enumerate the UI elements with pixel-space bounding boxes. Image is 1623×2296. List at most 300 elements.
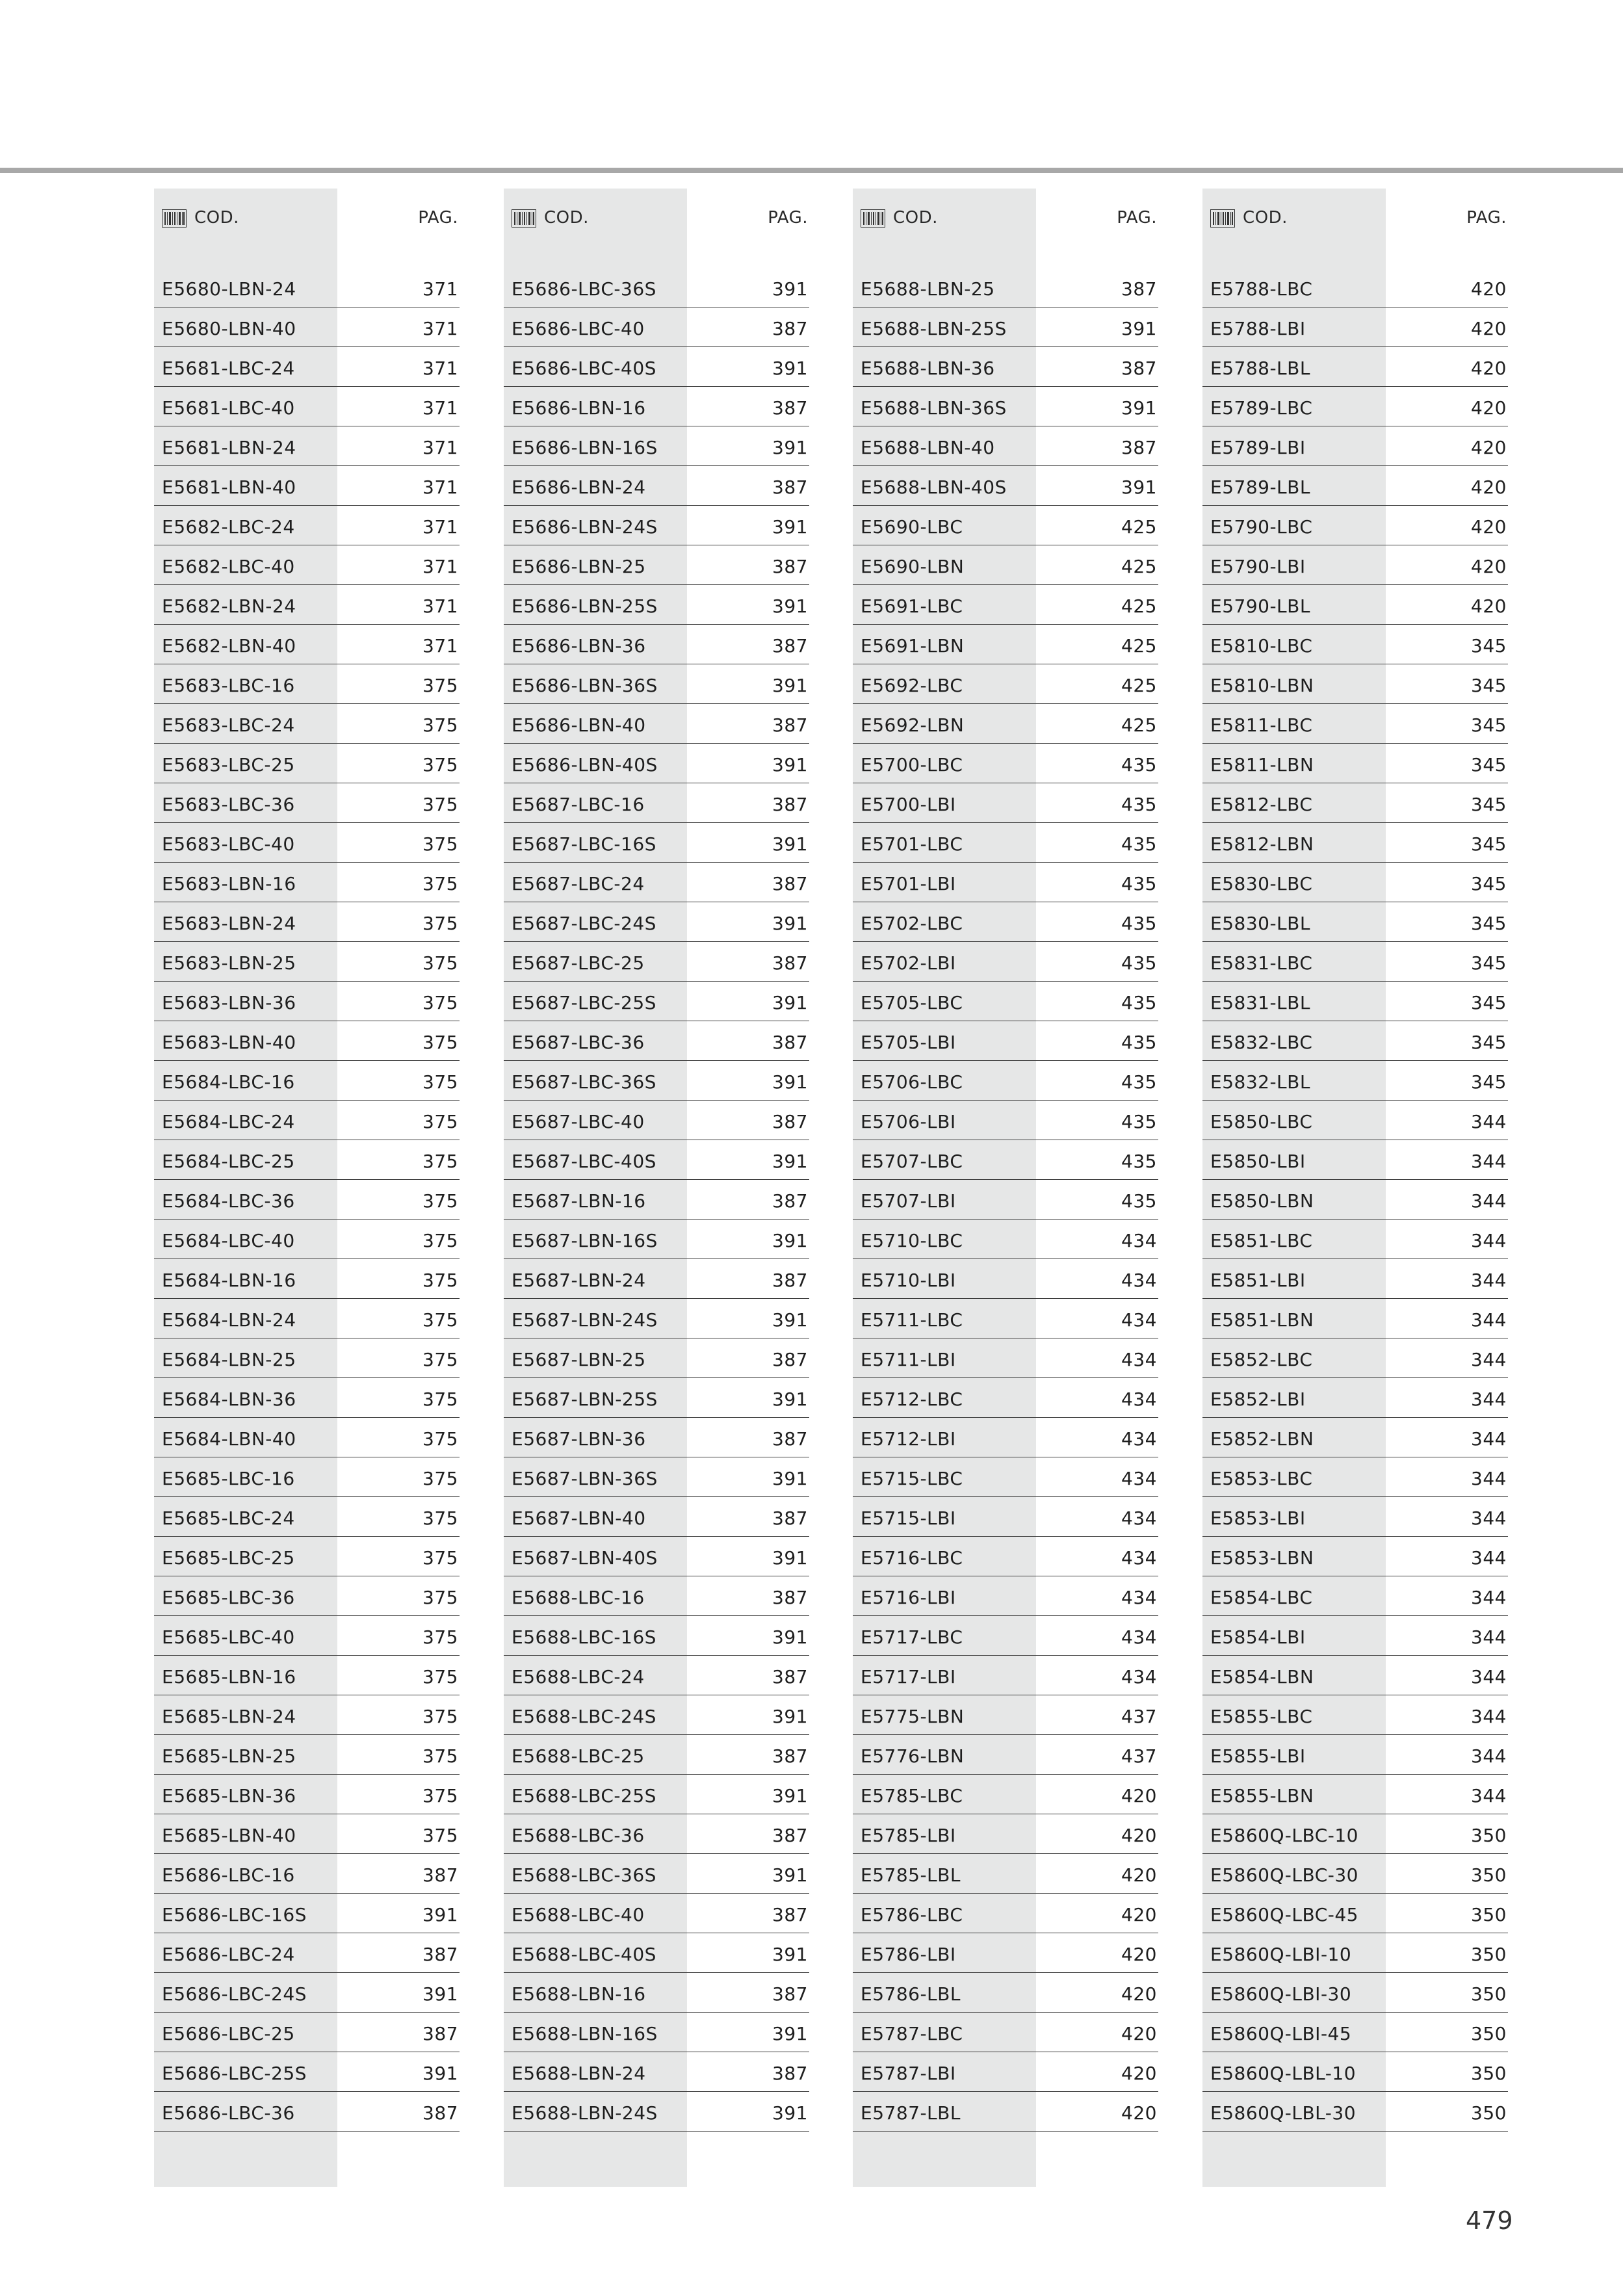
index-row [1202,1457,1508,1497]
page-ref: 375 [422,1349,458,1370]
page-ref: 391 [772,2023,808,2044]
page-ref: 344 [1471,1349,1507,1370]
index-row [154,506,460,545]
product-code: E5683-LBN-40 [162,1032,296,1053]
page-ref: 425 [1121,635,1157,657]
page-ref: 420 [1471,556,1507,577]
index-row [504,1220,809,1259]
index-row [1202,1021,1508,1061]
product-code: E5855-LBN [1210,1785,1314,1807]
index-row [1202,347,1508,387]
index-row [504,1021,809,1061]
page-ref: 375 [422,1745,458,1767]
index-row [154,744,460,783]
page-ref: 345 [1471,913,1507,934]
index-row [154,863,460,902]
index-row [504,625,809,664]
page-ref: 371 [422,635,458,657]
index-row [1202,1814,1508,1854]
page-ref: 387 [772,556,808,577]
product-code: E5812-LBN [1210,833,1314,855]
page-ref: 344 [1471,1785,1507,1807]
product-code: E5681-LBC-24 [162,358,295,379]
index-column-4 [1202,189,1508,2132]
index-row [504,1576,809,1616]
index-rows [154,268,460,2132]
index-row [504,585,809,625]
product-code: E5710-LBC [861,1230,963,1251]
product-code: E5684-LBN-24 [162,1309,296,1331]
product-code: E5788-LBI [1210,318,1306,339]
product-code: E5812-LBC [1210,794,1313,815]
page-ref: 344 [1471,1190,1507,1212]
product-code: E5715-LBI [861,1507,956,1529]
index-row [154,1140,460,1180]
index-row [853,1973,1158,2013]
index-row [504,1973,809,2013]
product-code: E5686-LBC-40 [512,318,645,339]
product-code: E5681-LBN-40 [162,476,296,498]
index-column-3 [853,189,1158,2132]
index-row [504,1338,809,1378]
page-ref: 420 [1121,1825,1157,1846]
index-row [504,307,809,347]
page-ref: 387 [772,476,808,498]
page-ref: 344 [1471,1706,1507,1727]
index-row [154,1061,460,1101]
index-row [1202,387,1508,426]
page-ref: 387 [772,714,808,736]
index-row [853,664,1158,704]
product-code: E5860Q-LBI-45 [1210,2023,1352,2044]
page-ref: 350 [1471,2063,1507,2084]
page-ref: 391 [422,2063,458,2084]
page-ref: 391 [772,516,808,538]
product-code: E5684-LBC-16 [162,1071,295,1093]
index-row [853,1854,1158,1894]
page-ref: 345 [1471,714,1507,736]
index-row [1202,1180,1508,1220]
product-code: E5687-LBC-40S [512,1151,656,1172]
index-row [504,783,809,823]
index-rows [1202,268,1508,2132]
index-row [853,783,1158,823]
page-ref: 420 [1121,2102,1157,2124]
page-ref: 375 [422,1706,458,1727]
product-code: E5854-LBI [1210,1626,1306,1648]
index-row [154,902,460,942]
page-ref: 434 [1121,1626,1157,1648]
index-row [1202,1933,1508,1973]
index-row [154,942,460,982]
product-code: E5680-LBN-40 [162,318,296,339]
index-row [853,506,1158,545]
product-code: E5707-LBC [861,1151,963,1172]
product-code: E5685-LBN-24 [162,1706,296,1727]
index-row [154,1418,460,1457]
product-code: E5688-LBC-36 [512,1825,645,1846]
index-row [504,2052,809,2092]
page-ref: 435 [1121,1071,1157,1093]
page-ref: 375 [422,873,458,894]
product-code: E5686-LBN-24 [512,476,646,498]
index-row [853,1299,1158,1338]
product-code: E5776-LBN [861,1745,965,1767]
page-ref: 345 [1471,952,1507,974]
product-code: E5686-LBC-40S [512,358,656,379]
index-row [154,1537,460,1576]
index-rows [853,268,1158,2132]
index-row [504,1616,809,1656]
page-ref: 345 [1471,1071,1507,1093]
page-ref: 391 [772,913,808,934]
product-code: E5830-LBC [1210,873,1313,894]
page-ref: 344 [1471,1745,1507,1767]
product-code: E5705-LBI [861,1032,956,1053]
page-ref: 434 [1121,1587,1157,1608]
product-code: E5785-LBC [861,1785,963,1807]
product-code: E5785-LBL [861,1864,961,1886]
index-row [504,1140,809,1180]
product-code: E5688-LBC-16S [512,1626,656,1648]
index-row [504,823,809,863]
index-row [154,426,460,466]
index-row [154,307,460,347]
product-code: E5706-LBI [861,1111,956,1132]
index-row [853,545,1158,585]
product-code: E5787-LBL [861,2102,961,2124]
index-row [1202,2052,1508,2092]
page-ref: 371 [422,278,458,300]
index-row [853,1814,1158,1854]
product-code: E5785-LBI [861,1825,956,1846]
product-code: E5688-LBC-16 [512,1587,645,1608]
page-ref: 391 [772,358,808,379]
page-ref: 434 [1121,1270,1157,1291]
index-row [154,1973,460,2013]
page-ref: 344 [1471,1230,1507,1251]
product-code: E5686-LBN-36 [512,635,646,657]
page-ref: 391 [1121,397,1157,419]
product-code: E5688-LBC-25S [512,1785,656,1807]
product-code: E5684-LBN-36 [162,1389,296,1410]
page-ref: 375 [422,1190,458,1212]
product-code: E5711-LBC [861,1309,963,1331]
product-code: E5684-LBC-24 [162,1111,295,1132]
page-ref: 435 [1121,992,1157,1013]
product-code: E5685-LBN-25 [162,1745,296,1767]
index-row [853,2013,1158,2052]
page-ref: 344 [1471,1428,1507,1450]
index-row [154,1775,460,1814]
product-code: E5700-LBI [861,794,956,815]
page-ref: 375 [422,1111,458,1132]
product-code: E5685-LBC-24 [162,1507,295,1529]
page-ref: 345 [1471,873,1507,894]
product-code: E5683-LBN-25 [162,952,296,974]
page-ref: 387 [772,1745,808,1767]
product-code: E5787-LBI [861,2063,956,2084]
product-code: E5706-LBC [861,1071,963,1093]
index-row [1202,664,1508,704]
index-row [154,1814,460,1854]
index-row [1202,1338,1508,1378]
product-code: E5683-LBC-40 [162,833,295,855]
index-row [154,704,460,744]
product-code: E5810-LBC [1210,635,1313,657]
index-column-2 [504,189,809,2132]
index-row [504,545,809,585]
product-code: E5683-LBC-25 [162,754,295,776]
page-ref: 345 [1471,794,1507,815]
product-code: E5682-LBN-24 [162,595,296,617]
index-row [1202,1854,1508,1894]
product-code: E5686-LBC-24 [162,1944,295,1965]
page-ref: 420 [1471,595,1507,617]
product-code: E5688-LBC-24S [512,1706,656,1727]
product-code: E5687-LBN-24S [512,1309,658,1331]
product-code: E5682-LBC-40 [162,556,295,577]
product-code: E5688-LBN-25S [861,318,1007,339]
product-code: E5860Q-LBC-30 [1210,1864,1358,1886]
product-code: E5688-LBN-16 [512,1983,646,2005]
index-row [853,1576,1158,1616]
index-row [853,1220,1158,1259]
page-number: 479 [1466,2206,1513,2235]
index-row [154,1021,460,1061]
index-row [504,942,809,982]
product-code: E5712-LBC [861,1389,963,1410]
page-ref: 375 [422,1785,458,1807]
product-code: E5685-LBC-16 [162,1468,295,1489]
index-row [154,2013,460,2052]
index-row [1202,426,1508,466]
page-ref: 420 [1471,476,1507,498]
index-row [1202,1656,1508,1695]
page-ref: 344 [1471,1507,1507,1529]
page-ref: 387 [772,1904,808,1925]
index-row [504,664,809,704]
index-row [853,744,1158,783]
page-ref: 375 [422,1151,458,1172]
product-code: E5686-LBC-36 [162,2102,295,2124]
product-code: E5832-LBL [1210,1071,1310,1093]
page-ref: 387 [1121,358,1157,379]
index-row [504,1259,809,1299]
index-row [853,1180,1158,1220]
page-ref: 391 [772,437,808,458]
index-row [504,1457,809,1497]
index-row [853,1656,1158,1695]
index-row [853,1537,1158,1576]
page-ref: 434 [1121,1428,1157,1450]
page-ref: 375 [422,952,458,974]
product-code: E5688-LBC-36S [512,1864,656,1886]
index-row [504,1061,809,1101]
page-ref: 391 [772,2102,808,2124]
index-column-1 [154,189,460,2132]
index-row [504,1695,809,1735]
product-code: E5688-LBN-36S [861,397,1007,419]
product-code: E5687-LBN-36S [512,1468,658,1489]
page-ref: 391 [772,1468,808,1489]
page-ref: 375 [422,1507,458,1529]
page-ref: 375 [422,1547,458,1569]
page-ref: 350 [1471,1944,1507,1965]
product-code: E5852-LBC [1210,1349,1313,1370]
index-row [1202,1735,1508,1775]
column-header [1202,189,1508,268]
product-code: E5811-LBC [1210,714,1313,736]
index-row [1202,585,1508,625]
index-row [504,1101,809,1140]
page-ref: 344 [1471,1587,1507,1608]
product-code: E5687-LBN-25S [512,1389,658,1410]
page-ref: 434 [1121,1349,1157,1370]
product-code: E5789-LBC [1210,397,1313,419]
index-row [1202,625,1508,664]
product-code: E5687-LBN-16 [512,1190,646,1212]
index-row [1202,783,1508,823]
index-row [853,2052,1158,2092]
page-ref: 387 [772,952,808,974]
page-ref: 345 [1471,675,1507,696]
index-row [853,1140,1158,1180]
page-ref: 420 [1471,437,1507,458]
index-row [154,783,460,823]
product-code: E5717-LBI [861,1666,956,1688]
product-code: E5691-LBN [861,635,965,657]
index-row [1202,1259,1508,1299]
product-code: E5686-LBC-16 [162,1864,295,1886]
product-code: E5685-LBC-40 [162,1626,295,1648]
column-header [154,189,460,268]
product-code: E5688-LBN-16S [512,2023,658,2044]
index-row [504,902,809,942]
page-ref: 420 [1471,516,1507,538]
index-row [504,506,809,545]
page-ref: 375 [422,1230,458,1251]
index-row [504,1894,809,1933]
index-row [154,1735,460,1775]
index-row [853,1616,1158,1656]
index-row [504,982,809,1021]
index-row [504,1735,809,1775]
product-code: E5854-LBN [1210,1666,1314,1688]
product-code: E5790-LBI [1210,556,1306,577]
product-code: E5685-LBC-25 [162,1547,295,1569]
index-row [504,1656,809,1695]
page-ref: 434 [1121,1230,1157,1251]
product-code: E5686-LBC-25 [162,2023,295,2044]
index-row [1202,1973,1508,2013]
barcode-icon [512,209,536,228]
product-code: E5686-LBN-16S [512,437,658,458]
product-code: E5687-LBC-40 [512,1111,645,1132]
product-code: E5855-LBC [1210,1706,1313,1727]
product-code: E5788-LBC [1210,278,1313,300]
index-row [1202,1616,1508,1656]
product-code: E5685-LBN-40 [162,1825,296,1846]
page-ref: 371 [422,397,458,419]
product-code: E5831-LBL [1210,992,1310,1013]
page-ref: 425 [1121,556,1157,577]
index-row [154,2052,460,2092]
page-ref: 420 [1121,1944,1157,1965]
index-row [154,1180,460,1220]
index-row [853,1894,1158,1933]
page-ref: 391 [772,278,808,300]
product-code: E5853-LBC [1210,1468,1313,1489]
index-row [1202,1140,1508,1180]
index-row [1202,1894,1508,1933]
page-ref: 435 [1121,873,1157,894]
product-code: E5850-LBN [1210,1190,1314,1212]
index-row [1202,1497,1508,1537]
index-row [853,466,1158,506]
product-code: E5688-LBC-40S [512,1944,656,1965]
index-row [154,1378,460,1418]
product-code: E5687-LBC-16 [512,794,645,815]
index-row [853,902,1158,942]
index-row [1202,982,1508,1021]
product-code: E5682-LBN-40 [162,635,296,657]
product-code: E5684-LBN-16 [162,1270,296,1291]
product-code: E5831-LBC [1210,952,1313,974]
page-ref: 420 [1471,358,1507,379]
product-code: E5790-LBC [1210,516,1313,538]
page-ref: 420 [1471,278,1507,300]
page-ref: 375 [422,794,458,815]
product-code: E5701-LBI [861,873,956,894]
page-ref: 391 [422,1904,458,1925]
product-code: E5711-LBI [861,1349,956,1370]
product-code: E5790-LBL [1210,595,1310,617]
page-ref: 375 [422,1626,458,1648]
page-ref: 387 [422,2023,458,2044]
column-header [504,189,809,268]
page-ref: 387 [1121,278,1157,300]
page-ref: 375 [422,1825,458,1846]
page-ref: 435 [1121,1111,1157,1132]
product-code: E5851-LBI [1210,1270,1306,1291]
product-code: E5811-LBN [1210,754,1314,776]
product-code: E5715-LBC [861,1468,963,1489]
page-ref: 371 [422,595,458,617]
product-code: E5688-LBN-24S [512,2102,658,2124]
page-ref: 350 [1471,1983,1507,2005]
index-row [154,1259,460,1299]
product-code: E5787-LBC [861,2023,963,2044]
product-code: E5683-LBN-24 [162,913,296,934]
page-ref: 345 [1471,833,1507,855]
page-ref: 375 [422,1071,458,1093]
page-ref: 387 [772,318,808,339]
index-row [853,426,1158,466]
page-ref: 387 [772,1349,808,1370]
index-row [1202,1220,1508,1259]
product-code: E5686-LBC-16S [162,1904,307,1925]
product-code: E5683-LBC-24 [162,714,295,736]
page-ref: 425 [1121,595,1157,617]
page-ref: 375 [422,1309,458,1331]
index-row [154,982,460,1021]
index-row [154,823,460,863]
index-row [504,1378,809,1418]
product-code: E5680-LBN-24 [162,278,296,300]
product-code: E5687-LBN-36 [512,1428,646,1450]
product-code: E5684-LBC-40 [162,1230,295,1251]
